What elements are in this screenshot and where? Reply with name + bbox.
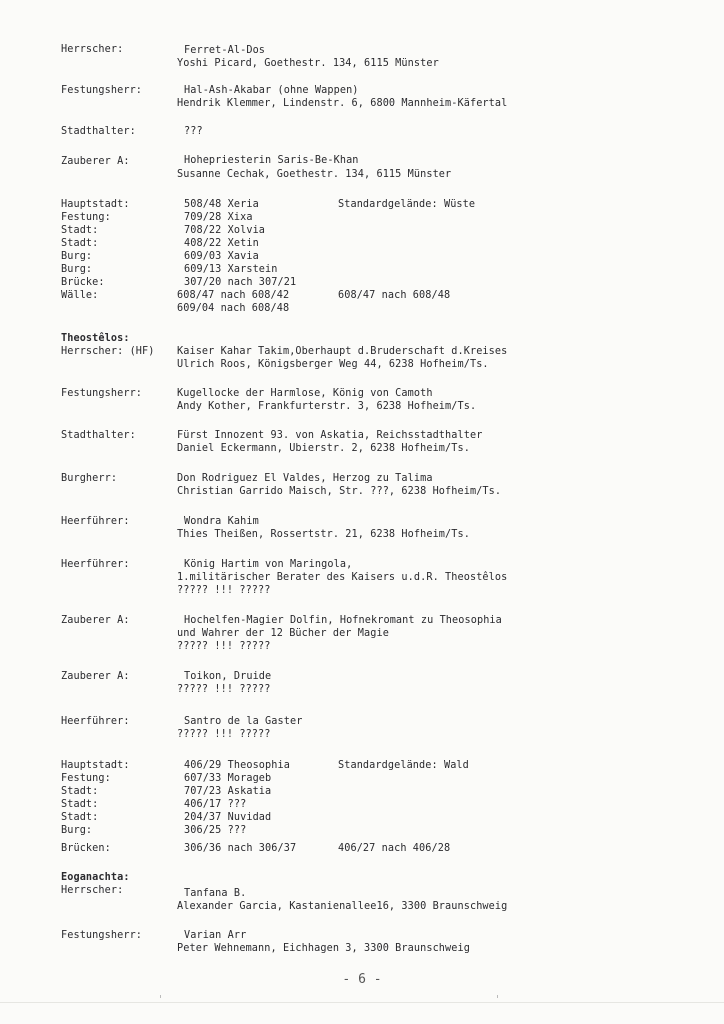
value-line: Daniel Eckermann, Ubierstr. 2, 6238 Hofheim/Ts. [177,443,470,454]
label-burgherr: Burgherr: [61,473,118,484]
place-value: 408/22 Xetin [184,238,259,249]
label-heerfuehrer: Heerführer: [61,716,130,727]
value-line: Hohepriesterin Saris-Be-Khan [184,155,359,166]
value-line: Andy Kother, Frankfurterstr. 3, 6238 Hofheim/Ts. [177,401,477,412]
place-value: 204/37 Nuvidad [184,812,272,823]
place-label: Burg: [61,264,93,275]
value-line: Alexander Garcia, Kastanienallee16, 3300 Braunschweig [177,901,508,912]
place-label: Brücke: [61,277,105,288]
scan-mark [160,995,161,998]
value-line: Peter Wehnemann, Eichhagen 3, 3300 Braunschweig [177,943,470,954]
value-line: Susanne Cechak, Goethestr. 134, 6115 Münster [177,169,452,180]
realm-title: Theostêlos: [61,333,130,344]
value-line: Hal-Ash-Akabar (ohne Wappen) [184,85,359,96]
value-line: ????? !!! ????? [177,641,271,652]
place-label: Stadt: [61,799,99,810]
place-value: 609/13 Xarstein [184,264,278,275]
place-label: Stadt: [61,238,99,249]
label-stadthalter: Stadthalter: [61,430,136,441]
scan-mark [497,995,498,998]
terrain-text: Standardgelände: Wüste [338,199,476,210]
place-value: 707/23 Askatia [184,786,272,797]
label-herrscher: Herrscher: [61,44,124,55]
place-value: 709/28 Xixa [184,212,253,223]
place-label: Burg: [61,825,93,836]
place-label: Festung: [61,773,111,784]
value-line: Varian Arr [184,930,247,941]
label-festungsherr: Festungsherr: [61,85,143,96]
value-line: Hochelfen-Magier Dolfin, Hofnekromant zu Theosophia [184,615,502,626]
place-value: 708/22 Xolvia [184,225,266,236]
place-label: Wälle: [61,290,99,301]
place-value: 306/36 nach 306/37 [184,843,297,854]
value-line: ????? !!! ????? [177,585,271,596]
value-line: ????? !!! ????? [177,684,271,695]
page-edge-divider [0,1002,724,1003]
label-stadthalter: Stadthalter: [61,126,136,137]
bridge-extra: 406/27 nach 406/28 [338,843,451,854]
value-line: Santro de la Gaster [184,716,303,727]
place-label: Burg: [61,251,93,262]
place-value: 607/33 Morageb [184,773,272,784]
place-label: Stadt: [61,786,99,797]
place-value: 508/48 Xeria [184,199,259,210]
place-label: Hauptstadt: [61,760,130,771]
place-label: Festung: [61,212,111,223]
value-line: Don Rodriguez El Valdes, Herzog zu Talima [177,473,433,484]
value-line: Yoshi Picard, Goethestr. 134, 6115 Münster [177,58,439,69]
value-line: ????? !!! ????? [177,729,271,740]
terrain-text: Standardgelände: Wald [338,760,469,771]
label-festungsherr: Festungsherr: [61,930,143,941]
value-line: Fürst Innozent 93. von Askatia, Reichsstadthalter [177,430,483,441]
place-value: 307/20 nach 307/21 [184,277,297,288]
label-herrscher: Herrscher: [61,885,124,896]
label-heerfuehrer: Heerführer: [61,516,130,527]
page-number: - 6 - [342,972,382,987]
value-line: Wondra Kahim [184,516,259,527]
value-line: Christian Garrido Maisch, Str. ???, 6238 Hofheim/Ts. [177,486,502,497]
label-festungsherr: Festungsherr: [61,388,143,399]
value-line: Toikon, Druide [184,671,272,682]
value-line: Hendrik Klemmer, Lindenstr. 6, 6800 Mannheim-Käfertal [177,98,508,109]
place-value: 306/25 ??? [184,825,247,836]
value-line: Ferret-Al-Dos [184,45,266,56]
value-line: König Hartim von Maringola, [184,559,353,570]
realm-title: Eoganachta: [61,872,130,883]
label-zauberer: Zauberer A: [61,671,130,682]
place-value: 609/03 Xavia [184,251,259,262]
place-value: 406/29 Theosophia [184,760,290,771]
value-line: Kaiser Kahar Takim,Oberhaupt d.Bruderschaft d.Kreises [177,346,508,357]
value-line: Ulrich Roos, Königsberger Weg 44, 6238 Hofheim/Ts. [177,359,489,370]
place-label: Stadt: [61,225,99,236]
label-zauberer: Zauberer A: [61,615,130,626]
value-line: Tanfana B. [184,888,247,899]
label-zauberer: Zauberer A: [61,156,130,167]
place-label: Hauptstadt: [61,199,130,210]
place-label: Brücken: [61,843,111,854]
value-line: Thies Theißen, Rossertstr. 21, 6238 Hofheim/Ts. [177,529,470,540]
value-line: und Wahrer der 12 Bücher der Magie [177,628,389,639]
wall-extra: 608/47 nach 608/48 [338,290,451,301]
label-heerfuehrer: Heerführer: [61,559,130,570]
place-value: 608/47 nach 608/42 [177,290,290,301]
place-value: 406/17 ??? [184,799,247,810]
wall-extra: 609/04 nach 608/48 [177,303,290,314]
place-label: Stadt: [61,812,99,823]
value-line: ??? [184,126,203,137]
value-line: Kugellocke der Harmlose, König von Camoth [177,388,433,399]
label-herrscher: Herrscher: (HF) [61,346,155,357]
value-line: 1.militärischer Berater des Kaisers u.d.R. Theostêlos [177,572,508,583]
